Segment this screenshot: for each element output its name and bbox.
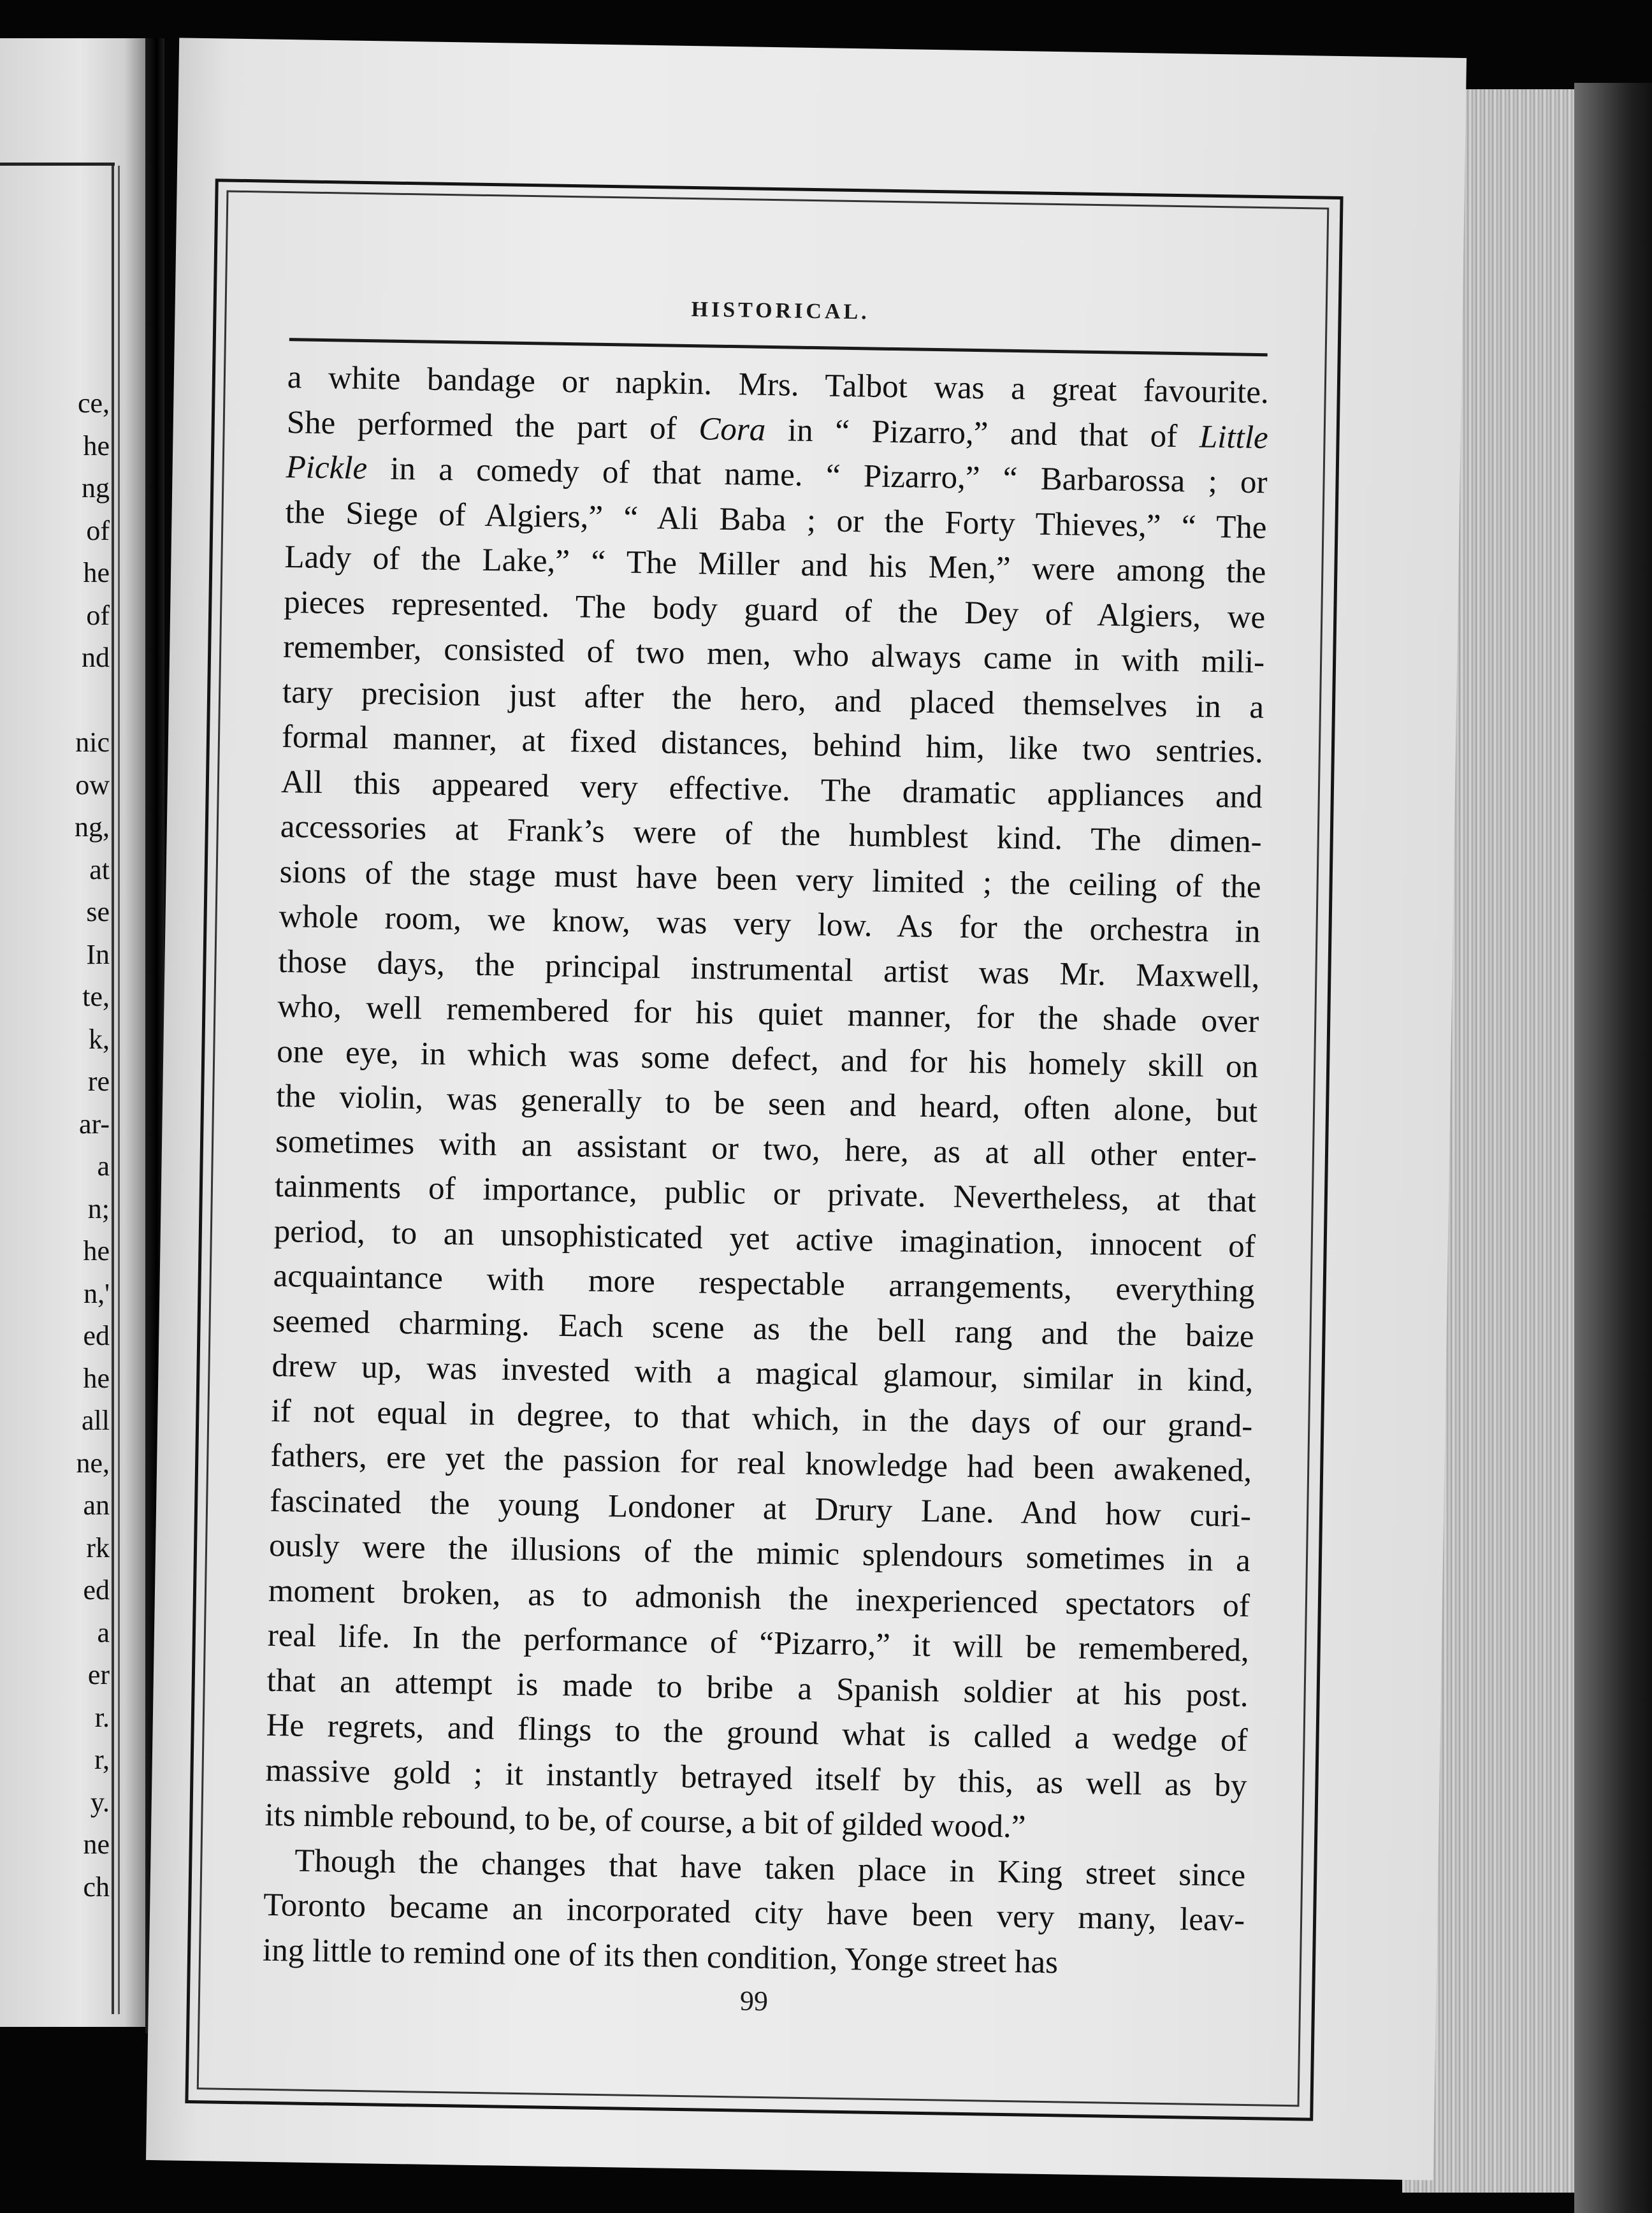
text-line: She performed the part of Cora in “ Pizarro,” and that of Little <box>286 404 1269 456</box>
page-number: 99 <box>739 1985 769 2017</box>
facing-page-fragment: ce, <box>77 388 110 419</box>
text-line: that an attempt is made to bribe a Spanish soldier at his post. <box>266 1662 1249 1714</box>
facing-page-fragment: rk <box>86 1532 110 1564</box>
facing-page-fragment: er <box>87 1659 110 1690</box>
facing-page-fragment: he <box>83 430 110 461</box>
facing-page-fragment: at <box>89 853 110 885</box>
facing-page-fragment: ar- <box>79 1108 110 1140</box>
facing-page-fragment: r. <box>94 1701 110 1733</box>
text-line: those days, the principal instrumental artist was Mr. Maxwell, <box>278 943 1260 995</box>
text-line: sions of the stage must have been very limited ; the ceiling of the <box>279 853 1261 905</box>
text-line: tainments of importance, public or private. Nevertheless, at that <box>274 1168 1257 1220</box>
facing-page-fragment: nic <box>75 727 110 758</box>
facing-page-fragment: k, <box>89 1023 110 1055</box>
text-line: remember, consisted of two men, who always came in with mili- <box>282 629 1265 681</box>
text-line: a white bandage or napkin. Mrs. Talbot was a great favourite. <box>287 359 1270 411</box>
facing-page-fragment: y. <box>90 1786 110 1818</box>
book-page <box>146 38 1467 2180</box>
facing-page-rule <box>0 163 115 166</box>
text-line: Toronto became an incorporated city have been very many, leav- <box>263 1887 1245 1938</box>
facing-page-fragment: te, <box>82 981 110 1012</box>
text-line: accessories at Frank’s were of the humblest kind. The dimen- <box>280 808 1263 860</box>
text-line: whole room, we know, was very low. As for the orchestra in <box>279 898 1261 950</box>
text-line: All this appeared very effective. The dramatic appliances and <box>280 764 1263 815</box>
facing-page-fragment: ow <box>75 769 110 801</box>
facing-page-fragment: of <box>86 599 110 631</box>
facing-page-fragment: ed <box>83 1320 110 1351</box>
text-line: Pickle in a comedy of that name. “ Pizarro,” “ Barbarossa ; or <box>286 449 1268 501</box>
facing-page-fragment <box>0 679 110 722</box>
running-head: HISTORICAL. <box>691 298 871 324</box>
facing-page-fragment: he <box>83 1235 110 1266</box>
text-line: massive gold ; it instantly betrayed itself by this, as well as by <box>265 1752 1247 1804</box>
text-line: acquaintance with more respectable arrangements, everything <box>273 1258 1256 1310</box>
text-line: ously were the illusions of the mimic splendours sometimes in a <box>268 1527 1251 1579</box>
facing-page-fragment: ng <box>82 472 110 504</box>
facing-page-text-fragments <box>0 382 110 1908</box>
facing-page-fragment: ch <box>83 1871 110 1903</box>
facing-page-fragment: ng, <box>75 811 110 843</box>
text-line: seemed charming. Each scene as the bell rang and the baize <box>272 1303 1254 1354</box>
facing-page-fragment: r, <box>94 1744 110 1775</box>
text-line: formal manner, at fixed distances, behind him, like two sentries. <box>281 719 1264 771</box>
facing-page-fragment: n,' <box>83 1277 110 1309</box>
text-line: the Siege of Algiers,” “ Ali Baba ; or the Forty Thieves,” “ The <box>285 494 1267 546</box>
text-line: Though the changes that have taken place in King street since <box>294 1843 1246 1894</box>
text-line: He regrets, and flings to the ground what is called a wedge of <box>266 1707 1248 1759</box>
facing-page-fragment: a <box>97 1150 110 1182</box>
text-line: fathers, ere yet the passion for real knowledge had been awakened, <box>270 1437 1252 1490</box>
text-line: period, to an unsophisticated yet active imagination, innocent of <box>273 1213 1256 1265</box>
text-line: sometimes with an assistant or two, here, as at all other enter- <box>275 1123 1257 1175</box>
text-line: tary precision just after the hero, and placed themselves in a <box>282 674 1264 725</box>
facing-page-fragment: re <box>87 1066 110 1097</box>
facing-page-fragment: he <box>83 557 110 588</box>
text-line: pieces represented. The body guard of the Dey of Algiers, we <box>283 584 1266 635</box>
facing-page-fragment: ed <box>83 1574 110 1606</box>
body-text <box>263 355 1270 1988</box>
facing-page-fragment: he <box>83 1362 110 1394</box>
facing-page-fragment: se <box>86 896 110 927</box>
facing-page-fragment: all <box>82 1405 110 1436</box>
facing-page-fragment: ne, <box>76 1447 110 1479</box>
facing-page-left <box>0 38 147 2027</box>
facing-page-fragment: an <box>83 1490 110 1521</box>
text-line: ing little to remind one of its then condition, Yonge street has <box>262 1932 1059 1980</box>
facing-page-frame-line <box>118 166 120 2014</box>
text-line: Lady of the Lake,” “ The Miller and his Men,” were among the <box>284 539 1266 591</box>
text-line: the violin, was generally to be seen and heard, often alone, but <box>275 1078 1258 1130</box>
facing-page-fragment: ne <box>83 1829 110 1860</box>
text-line: moment broken, as to admonish the inexperienced spectators of <box>268 1572 1250 1624</box>
facing-page-fragment: n; <box>87 1193 110 1224</box>
text-line: its nimble rebound, to be, of course, a bit of gilded wood.” <box>264 1797 1026 1845</box>
facing-page-fragment: of <box>86 514 110 546</box>
facing-page-frame-line <box>112 166 114 2014</box>
text-line: who, well remembered for his quiet manner, for the shade over <box>277 988 1259 1040</box>
text-line: fascinated the young Londoner at Drury Lane. And how curi- <box>269 1483 1252 1534</box>
book-fore-edge-shadow <box>1574 83 1652 2213</box>
text-line: one eye, in which was some defect, and for his homely skill on <box>276 1033 1259 1085</box>
facing-page-fragment: In <box>86 938 110 970</box>
facing-page-fragment: nd <box>82 642 110 673</box>
text-line: real life. In the performance of “Pizarro,” it will be remembered, <box>267 1617 1250 1669</box>
text-line: if not equal in degree, to that which, in the days of our grand- <box>271 1393 1253 1444</box>
facing-page-fragment: a <box>97 1616 110 1648</box>
text-line: drew up, was invested with a magical glamour, similar in kind, <box>272 1347 1254 1400</box>
